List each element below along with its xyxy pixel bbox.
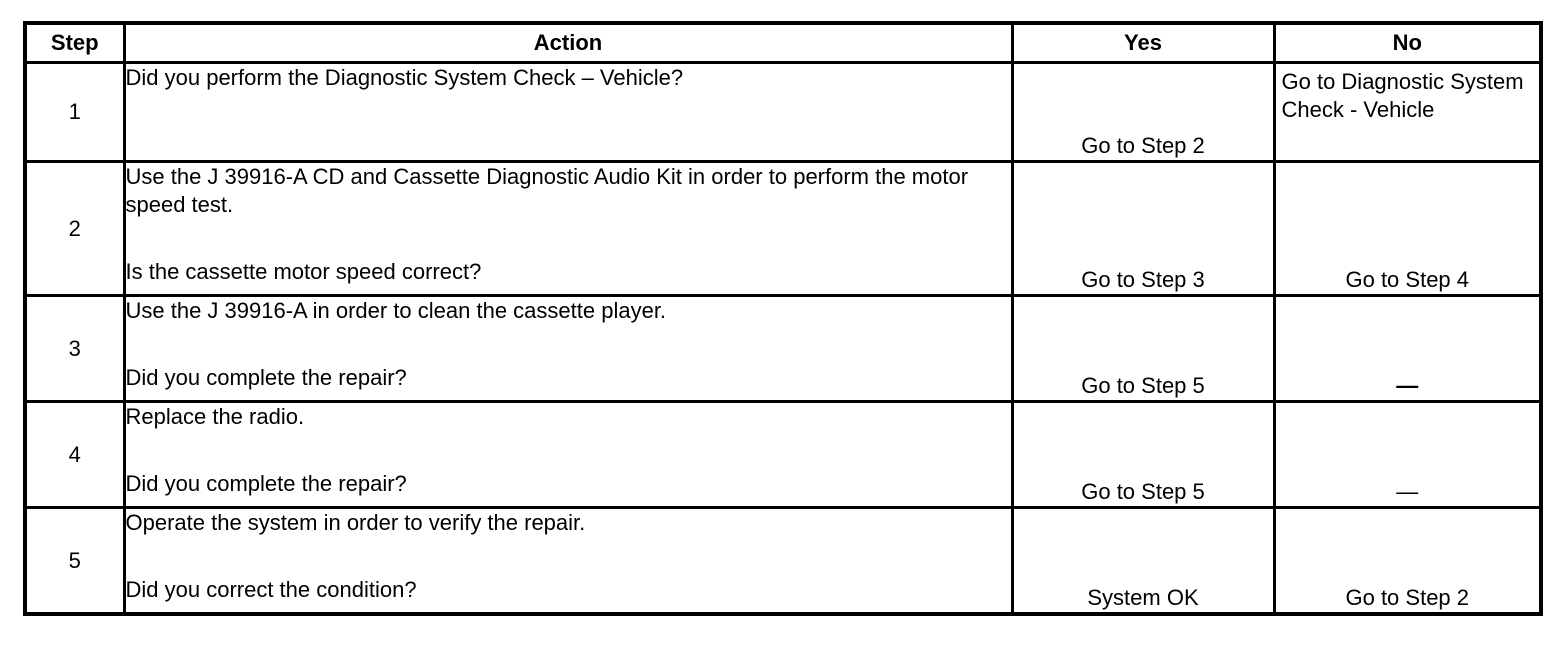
- action-question: Is the cassette motor speed correct?: [125, 259, 482, 284]
- diagnostic-table: [23, 21, 1543, 616]
- header-action: Action: [124, 23, 1012, 63]
- step-number: 4: [25, 402, 124, 508]
- table-row: [25, 63, 1541, 162]
- yes-result: Go to Step 2: [1012, 63, 1274, 162]
- action-instruction: Use the J 39916-A in order to clean the cassette player.: [125, 298, 667, 323]
- action-question: Did you complete the repair?: [125, 365, 407, 390]
- table-row: [25, 296, 1541, 402]
- action-cell: [124, 162, 1012, 296]
- step-number: 5: [25, 508, 124, 615]
- action-question: Did you correct the condition?: [125, 577, 417, 602]
- dash-glyph: —: [1396, 373, 1419, 398]
- no-result: [1274, 296, 1541, 402]
- step-number: 1: [25, 63, 124, 162]
- step-number: 3: [25, 296, 124, 402]
- yes-result: System OK: [1012, 508, 1274, 615]
- no-result: Go to Diagnostic System Check - Vehicle: [1274, 63, 1541, 162]
- action-cell: [124, 63, 1012, 162]
- header-yes: Yes: [1012, 23, 1274, 63]
- action-instruction: Replace the radio.: [125, 404, 305, 429]
- action-cell: [124, 508, 1012, 615]
- no-result: Go to Step 2: [1274, 508, 1541, 615]
- yes-result: Go to Step 5: [1012, 296, 1274, 402]
- header-no: No: [1274, 23, 1541, 63]
- header-step: Step: [25, 23, 124, 63]
- table-row: [25, 402, 1541, 508]
- action-cell: [124, 296, 1012, 402]
- yes-result: Go to Step 3: [1012, 162, 1274, 296]
- header-row: [25, 23, 1541, 63]
- action-instruction: Operate the system in order to verify the repair.: [125, 510, 586, 535]
- table-row: [25, 508, 1541, 615]
- no-result: [1274, 402, 1541, 508]
- yes-result: Go to Step 5: [1012, 402, 1274, 508]
- action-instruction: Use the J 39916-A CD and Cassette Diagnostic Audio Kit in order to perform the motor speed test.: [125, 164, 969, 217]
- action-question: Did you complete the repair?: [125, 471, 407, 496]
- table-row: [25, 162, 1541, 296]
- action-instruction: Did you perform the Diagnostic System Check – Vehicle?: [125, 65, 684, 90]
- step-number: 2: [25, 162, 124, 296]
- no-result: Go to Step 4: [1274, 162, 1541, 296]
- action-cell: [124, 402, 1012, 508]
- dash-glyph: —: [1396, 479, 1419, 504]
